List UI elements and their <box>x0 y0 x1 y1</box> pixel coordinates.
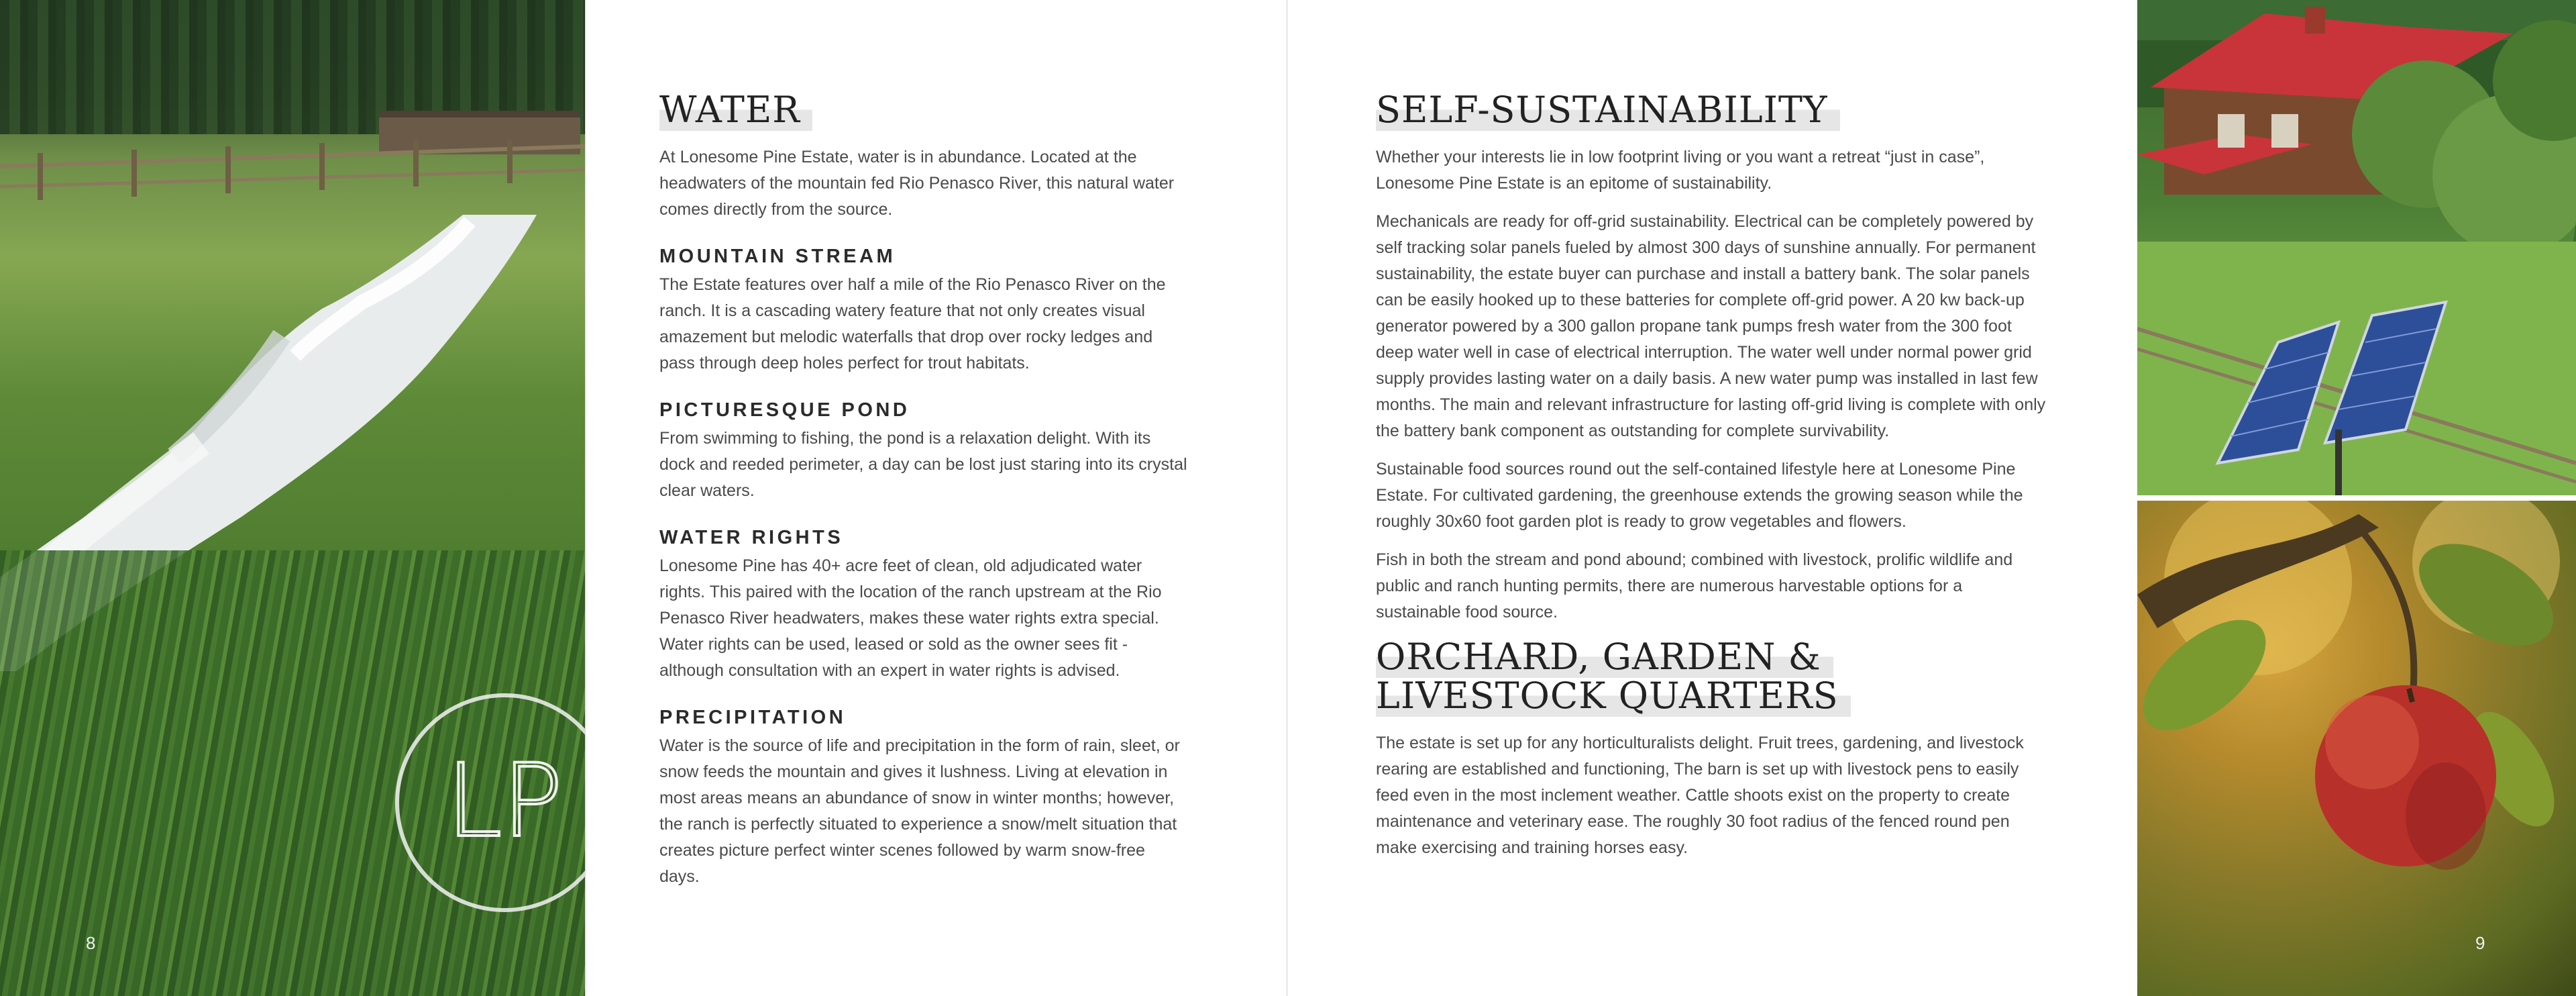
sustainability-paragraph-1: Whether your interests lie in low footprint living or you want a retreat “just in case”, Lonesome Pine Estate is an epitome of sustainability. <box>1376 148 1985 193</box>
apple-photo <box>2137 501 2576 996</box>
logo-monogram-text: LP <box>445 743 564 860</box>
water-title-text: WATER <box>659 89 812 131</box>
photo-divider <box>2137 495 2576 501</box>
sustainability-paragraph-2: Mechanicals are ready for off-grid sustainability. Electrical can be completely powered by self tracking solar panels fueled by almost 300 days of sunshine annually. For permanent sustainability, the estate buyer can purchase and install a battery bank. The solar panels can be easily hooked up to these batteries for complete off-grid power. A 20 kw back-up generator powered by a 300 gallon propane tank pumps fresh water from the 300 foot deep water well in case of electrical interruption. The water well under normal power grid supply provides lasting water on a daily basis. A new water pump was installed in last few months. The main and relevant infrastructure for lasting off-grid living is complete with only the battery bank component as outstanding for complete survivability. <box>1376 212 2046 440</box>
stream-photo <box>0 0 585 996</box>
left-text-column <box>659 91 1189 902</box>
house-scene <box>2137 0 2576 495</box>
self-sustainability-title <box>1376 91 2047 130</box>
heading-water-rights: WATER RIGHTS <box>659 527 844 548</box>
right-text-column <box>1376 91 2047 873</box>
orchard-title <box>1376 638 2047 715</box>
text-precipitation: Water is the source of life and precipitation in the form of rain, sleet, or snow feeds the mountain and gives it lushness. Living at elevation in most areas means an abundance of snow in winter months; however, the ranch is perfectly situated to experience a snow/melt situation that creates picture perfect winter scenes followed by warm snow-free days. <box>659 736 1180 886</box>
water-intro: At Lonesome Pine Estate, water is in abundance. Located at the headwaters of the mountain fed Rio Penasco River, this natural water comes directly from the source. <box>659 148 1175 219</box>
left-text-page <box>585 0 1287 996</box>
orchard-paragraph: The estate is set up for any horticulturalists delight. Fruit trees, gardening, and livestock rearing are established and functioning, The barn is set up with livestock pens to easily feed even in the most inclement weather. Cattle shoots exist on the property to create maintenance and veterinary ease. The roughly 30 foot radius of the fenced round pen make exercising and training horses easy. <box>1376 734 2024 857</box>
orchard-title-text: ORCHARD, GARDEN & LIVESTOCK QUARTERS <box>1376 636 1851 717</box>
heading-mountain-stream: MOUNTAIN STREAM <box>659 246 896 267</box>
sustainability-paragraph-3: Sustainable food sources round out the self-contained lifestyle here at Lonesome Pine Estate. For cultivated gardening, the greenhouse extends the growing season while the roughly 30x60 foot garden plot is ready to grow vegetables and flowers. <box>1376 460 2023 531</box>
heading-picturesque-pond: PICTURESQUE POND <box>659 399 910 421</box>
text-picturesque-pond: From swimming to fishing, the pond is a relaxation delight. With its dock and reeded perimeter, a day can be lost just staring into its crystal clear waters. <box>659 429 1187 500</box>
page-number-right: 9 <box>2475 933 2485 953</box>
apple-scene <box>2137 501 2576 996</box>
right-text-page <box>1287 0 2138 996</box>
heading-precipitation: PRECIPITATION <box>659 707 847 728</box>
text-water-rights: Lonesome Pine has 40+ acre feet of clean, old adjudicated water rights. This paired with the location of the ranch upstream at the Rio Penasco River headwaters, makes these water rights extra special. Water rights can be used, leased or sold as the owner sees fit - although consultation with an expert in water rights is advised. <box>659 556 1162 680</box>
lp-monogram-logo <box>393 691 585 914</box>
water-title <box>659 91 1189 130</box>
text-mountain-stream: The Estate features over half a mile of the Rio Penasco River on the ranch. It is a cascading watery feature that not only creates visual amazement but melodic waterfalls that drop over rocky ledges and pass through deep holes perfect for trout habitats. <box>659 275 1166 372</box>
sustainability-paragraph-4: Fish in both the stream and pond abound; combined with livestock, prolific wildlife and public and ranch hunting permits, there are numerous harvestable options for a sustainable food source. <box>1376 550 2013 621</box>
self-sustainability-title-text: SELF-SUSTAINABILITY <box>1376 89 1840 131</box>
page-number-left: 8 <box>86 933 96 953</box>
house-solar-photo <box>2137 0 2576 495</box>
wooden-fence <box>0 140 585 200</box>
